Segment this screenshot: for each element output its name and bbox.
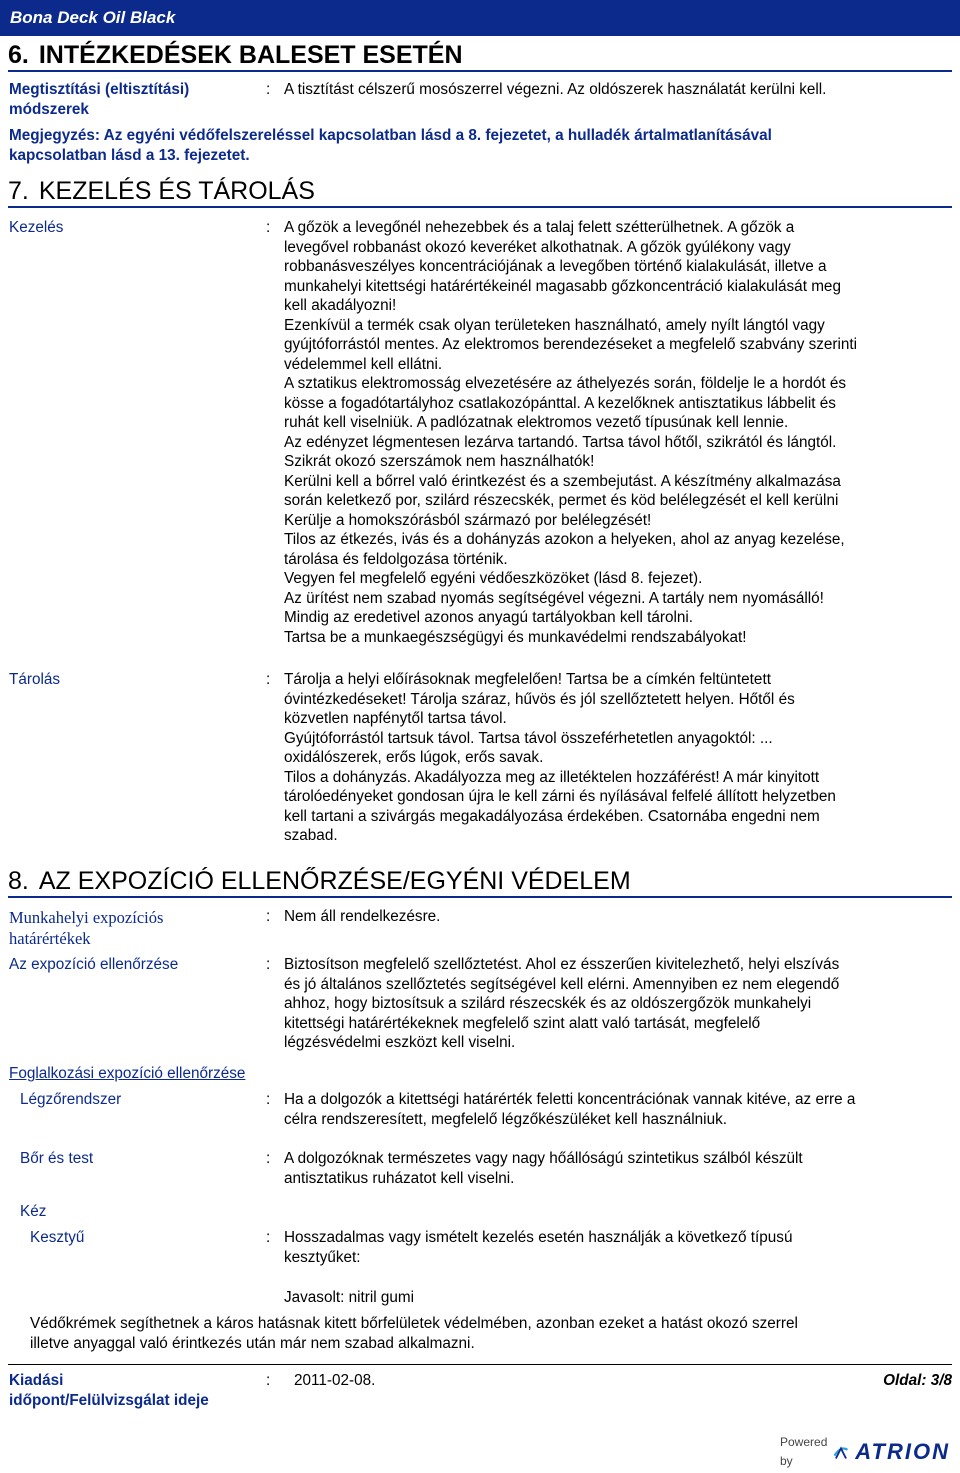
page-number: Oldal: 3/8 bbox=[883, 1372, 952, 1389]
powered-by-text: Powered by bbox=[780, 1434, 828, 1468]
colon: : bbox=[266, 1372, 271, 1389]
text-line: során keletkező por, szilárd részecskék, permet és köd belélegzését el kell kerülni bbox=[284, 492, 839, 509]
text-line: légzésvédelmi eszközt kell viselni. bbox=[284, 1034, 516, 1051]
oel-label-line: Munkahelyi expozíciós bbox=[9, 908, 164, 927]
text-line: Tárolja a helyi előírásoknak megfelelően! Tartsa be a címkén feltüntetett bbox=[284, 671, 771, 688]
text-line: antisztatikus ruházatot kell viselni. bbox=[284, 1169, 515, 1187]
colon: : bbox=[266, 1091, 271, 1108]
footer-divider bbox=[8, 1364, 952, 1365]
text-line: közvetlen napfénytől tartsa távol. bbox=[284, 710, 507, 727]
text-line: Védőkrémek segíthetnek a káros hatásnak kitett bőrfelületek védelmében, azonban ezeket a hatást okozó szerrel bbox=[30, 1315, 798, 1332]
text-line: oxidálószerek, erős lúgok, erős savak. bbox=[284, 749, 544, 766]
section-title: AZ EXPOZÍCIÓ ELLENŐRZÉSE/EGYÉNI VÉDELEM bbox=[38, 867, 631, 895]
text-line: Kerülje a homokszórásból származó por belélegzését! bbox=[284, 511, 652, 529]
issue-label-line: Kiadási bbox=[9, 1372, 64, 1389]
respiratory-label: Légzőrendszer bbox=[20, 1091, 122, 1108]
atrion-swoosh-icon bbox=[833, 1441, 849, 1463]
text-line: kell akadályozni! bbox=[284, 297, 397, 314]
oel-label bbox=[9, 907, 259, 949]
text-line: kösse a fogadótartályhoz csatlakozópánttal. A kezelőknek antisztatikus lábbelit és bbox=[284, 394, 836, 412]
text-line: ahhoz, hogy biztosítsuk a szilárd részecskék és az oldószergőzök munkahelyi bbox=[284, 995, 812, 1012]
skin-text bbox=[284, 1149, 936, 1188]
section-title: KEZELÉS ÉS TÁROLÁS bbox=[38, 177, 315, 205]
text-line: ruhát kell viselniük. A padlózatnak elektromos vezető típusúnak kell lennie. bbox=[284, 414, 789, 431]
text-line: kell tartani a szivárgás megakadályozása érdekében. Csatornába engedni nem bbox=[284, 807, 820, 825]
atrion-logo bbox=[780, 1436, 950, 1468]
text-line: tárolása és feldolgozása történik. bbox=[284, 550, 508, 568]
section-number: 7. bbox=[8, 177, 29, 205]
text-line: Ezenkívül a termék csak olyan területeken használható, amely nyílt lángtól vagy bbox=[284, 316, 825, 334]
text-line: szabad. bbox=[284, 827, 338, 844]
colon: : bbox=[266, 219, 271, 236]
text-line: Szikrát okozó szerszámok nem használhatók! bbox=[284, 453, 595, 470]
text-line: A dolgozóknak természetes vagy nagy hőállóságú szintetikus szálból készült bbox=[284, 1150, 803, 1167]
section-title: INTÉZKEDÉSEK BALESET ESETÉN bbox=[38, 41, 463, 69]
handling-label: Kezelés bbox=[9, 219, 64, 236]
issue-date-label bbox=[9, 1371, 259, 1410]
handling-text bbox=[284, 218, 936, 647]
respiratory-text bbox=[284, 1090, 936, 1129]
text-line: A sztatikus elektromosság elvezetésére az áthelyezés során, földelje le a hordót és bbox=[284, 375, 847, 392]
text-line: tárolóedényeket gondosan újra le kell zárni és nyílásával felfelé állított helyzetben bbox=[284, 788, 836, 805]
skin-label: Bőr és test bbox=[20, 1150, 94, 1167]
text-line: Az edényzet légmentesen lezárva tartandó. Tartsa távol hőtől, szikrától és lángtól. bbox=[284, 433, 837, 451]
text-line: Vegyen fel megfelelő egyéni védőeszközöket (lásd 8. fejezet). bbox=[284, 570, 703, 587]
atrion-brand: ATRION bbox=[855, 1439, 950, 1465]
cleanup-label-line: Megtisztítási (eltisztítási) bbox=[9, 81, 190, 98]
text-line: óvintézkedéseket! Tárolja száraz, hűvös és jól szellőztetett helyen. Hőtől és bbox=[284, 690, 795, 708]
text-line: Gyújtóforrástól tartsuk távol. Tartsa távol összeférhetetlen anyagoktól: ... bbox=[284, 729, 773, 747]
protective-creams-note bbox=[30, 1314, 950, 1353]
text-line: Hosszadalmas vagy ismételt kezelés esetén használják a következő típusú bbox=[284, 1229, 793, 1246]
text-line: Az ürítést nem szabad nyomás segítségével végezni. A tartály nem nyomásálló! bbox=[284, 589, 824, 607]
text-line: Tilos a dohányzás. Akadályozza meg az illetéktelen hozzáférést! A már kinyitott bbox=[284, 768, 820, 786]
document-title: Bona Deck Oil Black bbox=[0, 0, 960, 36]
text-line: Kerülni kell a bőrrel való érintkezést és a szembejutást. A készítmény alkalmazása bbox=[284, 472, 841, 490]
colon: : bbox=[266, 956, 271, 973]
note-line: Megjegyzés: Az egyéni védőfelszereléssel kapcsolatban lásd a 8. fejezetet, a hulladék ártalmatlanításával bbox=[9, 127, 772, 144]
text-line: Biztosítson megfelelő szellőztetést. Ahol ez ésszerűen kivitelezhető, helyi elszívás bbox=[284, 956, 840, 973]
colon: : bbox=[266, 1229, 271, 1246]
text-line: illetve anyaggal való érintkezés után már nem szabad alkalmazni. bbox=[30, 1334, 475, 1352]
section-8-heading bbox=[8, 866, 952, 898]
gloves-recommended: Javasolt: nitril gumi bbox=[284, 1289, 415, 1306]
text-line: és jó általános szellőztetés segítségével kell elérni. Amennyiben ez nem elegendő bbox=[284, 975, 840, 993]
section-number: 6. bbox=[8, 41, 29, 69]
text-line: Tilos az étkezés, ivás és a dohányzás azokon a helyeken, ahol az anyag kezelése, bbox=[284, 531, 845, 548]
text-line: Tartsa be a munkaegészségügyi és munkavédelmi rendszabályokat! bbox=[284, 628, 747, 646]
text-line: célra rendszeresített, megfelelő légzőkészüléket kell használniuk. bbox=[284, 1110, 727, 1128]
text-line: kitettségi határértékeknek megfelelő szint alatt való tartását, megfelelő bbox=[284, 1014, 761, 1032]
cleanup-label bbox=[9, 80, 259, 119]
colon: : bbox=[266, 908, 271, 925]
text-line: munkahelyi kitettségi határértékeinél magasabb gőzkoncentráció kialakulását meg bbox=[284, 277, 841, 295]
oel-label-line: határértékek bbox=[9, 929, 91, 948]
section-number: 8. bbox=[8, 867, 29, 895]
exposure-label: Az expozíció ellenőrzése bbox=[9, 956, 179, 973]
text-line: Mindig az eredetivel azonos anyagú tartályokban kell tárolni. bbox=[284, 609, 694, 626]
text-line: védelemmel kell ellátni. bbox=[284, 355, 443, 373]
text-line: kesztyűket: bbox=[284, 1248, 361, 1266]
text-line: Ha a dolgozók a kitettségi határérték feletti koncentrációnak vannak kitéve, az erre a bbox=[284, 1091, 856, 1108]
gloves-text bbox=[284, 1228, 936, 1267]
text-line: robbanásveszélyes koncentrációjának a levegőben történő kialakulását, illetve a bbox=[284, 258, 827, 275]
occupational-exposure-heading: Foglalkozási expozíció ellenőrzése bbox=[9, 1065, 246, 1082]
section-6-heading bbox=[8, 40, 952, 72]
colon: : bbox=[266, 81, 271, 98]
colon: : bbox=[266, 1150, 271, 1167]
storage-text bbox=[284, 670, 936, 846]
hand-label: Kéz bbox=[20, 1203, 47, 1220]
note bbox=[9, 126, 949, 165]
text-line: gyújtóforrástól mentes. Az elektromos berendezéseket a megfelelő szabvány szerinti bbox=[284, 336, 858, 353]
oel-value: Nem áll rendelkezésre. bbox=[284, 908, 441, 925]
cleanup-label-line: módszerek bbox=[9, 100, 89, 118]
text-line: levegővel robbanást okozó keveréket alkothatnak. A gőzök gyúlékony vagy bbox=[284, 238, 791, 256]
issue-date-value: 2011-02-08. bbox=[294, 1372, 376, 1389]
text-line: A gőzök a levegőnél nehezebbek és a talaj felett szétterülhetnek. A gőzök a bbox=[284, 219, 795, 236]
storage-label: Tárolás bbox=[9, 671, 61, 688]
exposure-text bbox=[284, 955, 936, 1053]
colon: : bbox=[266, 671, 271, 688]
gloves-label: Kesztyű bbox=[30, 1229, 85, 1246]
note-line: kapcsolatban lásd a 13. fejezetet. bbox=[9, 146, 250, 164]
issue-label-line: időpont/Felülvizsgálat ideje bbox=[9, 1391, 209, 1409]
cleanup-value: A tisztítást célszerű mosószerrel végezni. Az oldószerek használatát kerülni kell. bbox=[284, 81, 827, 98]
section-7-heading bbox=[8, 176, 952, 208]
